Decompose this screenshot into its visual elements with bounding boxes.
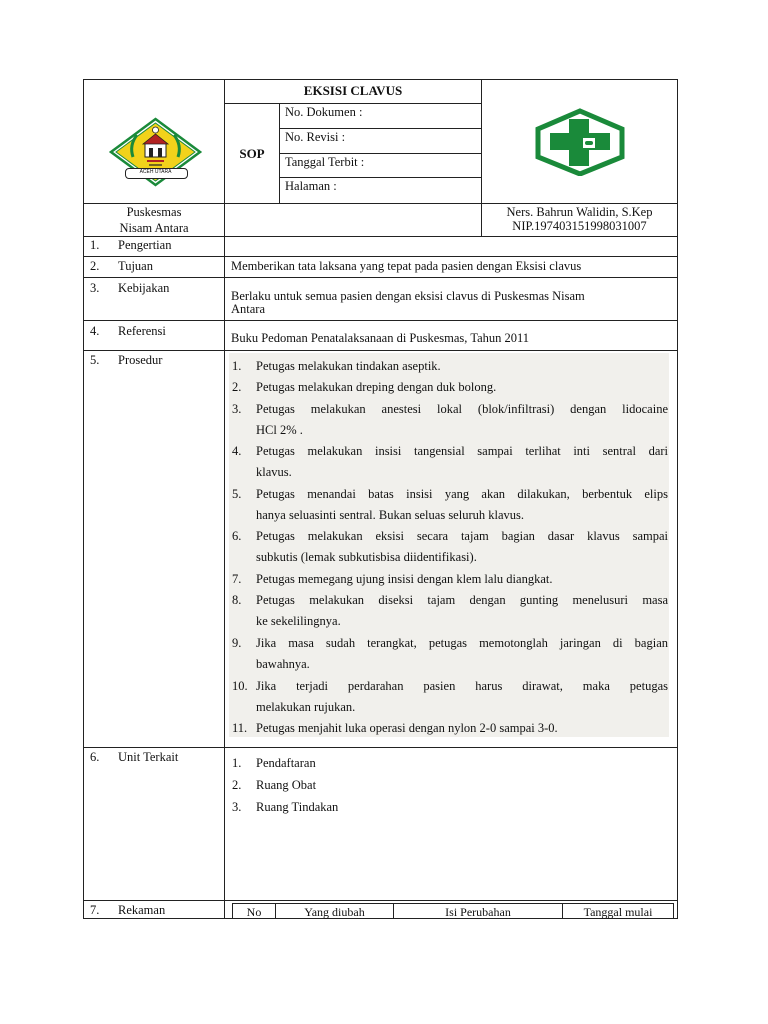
prosedur-step-line: subkutis (lemak subkutisbisa diidentifikasi). — [256, 550, 477, 565]
prosedur-step-number: 4. — [232, 444, 242, 459]
prosedur-step-text — [256, 569, 668, 590]
prosedur-step-text — [256, 718, 668, 739]
prosedur-step-line: klavus. — [256, 465, 292, 480]
unit-item-text: Ruang Tindakan — [256, 800, 339, 814]
rekaman-header-isi-perubahan: Isi Perubahan — [445, 905, 511, 919]
row-2-text: Memberikan tata laksana yang tepat pada pasien dengan Eksisi clavus — [231, 259, 582, 273]
prosedur-step-text — [256, 590, 668, 632]
field-no-revisi: No. Revisi : — [285, 130, 346, 144]
prosedur-step-text — [256, 356, 668, 377]
prosedur-step-number: 5. — [232, 486, 242, 501]
field-halaman: Halaman : — [285, 179, 337, 193]
unit-item-number: 2. — [232, 778, 242, 792]
unit-item-number: 1. — [232, 756, 242, 770]
prosedur-step-text — [256, 377, 668, 398]
prosedur-step-number: 2. — [232, 380, 242, 395]
rekaman-header-yang-diubah: Yang diubah — [304, 905, 365, 919]
prosedur-step-line: Petugas menjahit luka operasi dengan nylon 2-0 sampai 3-0. — [256, 721, 558, 736]
unit-item-text: Ruang Obat — [256, 778, 317, 792]
row-2-num: 2. — [90, 259, 100, 273]
prosedur-step-line: Petugas menandai batas insisi yang akan dilakukan, berbentuk elips — [256, 486, 668, 501]
row-4-text: Buku Pedoman Penatalaksanaan di Puskesmas, Tahun 2011 — [231, 331, 530, 345]
row-3-text-line2: Antara — [231, 302, 266, 316]
row-3-num: 3. — [90, 281, 100, 295]
signer-name: Ners. Bahrun Walidin, S.Kep — [506, 205, 653, 219]
row-2-label: Tujuan — [118, 259, 153, 273]
document-title: EKSISI CLAVUS — [303, 83, 403, 98]
prosedur-step-line: Petugas melakukan anestesi lokal (blok/infiltrasi) dengan lidocaine — [256, 401, 668, 416]
prosedur-step-line: Petugas melakukan eksisi secara tajam bagian dasar klavus sampai — [256, 529, 668, 544]
row-1-label: Pengertian — [118, 238, 172, 252]
prosedur-step-line: Jika terjadi perdarahan pasien harus dirawat, maka petugas — [256, 678, 668, 693]
row-5-num: 5. — [90, 353, 100, 367]
org-name-line1: Puskesmas — [126, 205, 182, 219]
prosedur-step-line: ke sekelilingnya. — [256, 614, 341, 629]
prosedur-step-line: Petugas melakukan insisi tangensial sampai terlihat inti sentral dari — [256, 444, 668, 459]
row-5-label: Prosedur — [118, 353, 163, 367]
prosedur-step-number: 7. — [232, 572, 242, 586]
row-6-label: Unit Terkait — [118, 750, 179, 764]
prosedur-step-text — [256, 526, 668, 568]
prosedur-step-line: Petugas melakukan tindakan aseptik. — [256, 359, 441, 373]
prosedur-step-line: hanya seluasinti sentral. Bukan seluas seluruh klavus. — [256, 507, 524, 522]
prosedur-step-text — [256, 441, 668, 483]
prosedur-step-number: 9. — [232, 635, 242, 650]
row-4-label: Referensi — [118, 324, 166, 338]
prosedur-step-line: Petugas memegang ujung insisi dengan klem lalu diangkat. — [256, 572, 553, 586]
prosedur-step-line: Petugas melakukan diseksi tajam dengan gunting menelusuri masa — [256, 593, 668, 608]
prosedur-step-line: melakukan rujukan. — [256, 699, 356, 714]
unit-item-text: Pendaftaran — [256, 756, 316, 770]
prosedur-step-number: 3. — [232, 401, 242, 416]
row-3-label: Kebijakan — [118, 281, 170, 295]
prosedur-step-number: 8. — [232, 593, 242, 608]
prosedur-step-line: HCl 2% . — [256, 422, 303, 437]
prosedur-step-text — [256, 399, 668, 441]
row-6-num: 6. — [90, 750, 100, 764]
prosedur-step-text — [256, 676, 668, 718]
prosedur-step-number: 6. — [232, 529, 242, 544]
field-tanggal-terbit: Tanggal Terbit : — [285, 155, 365, 169]
prosedur-step-line: Jika masa sudah terangkat, petugas memotonglah jaringan di bagian — [256, 635, 668, 650]
prosedur-step-text — [256, 633, 668, 675]
prosedur-step-line: Petugas melakukan dreping dengan duk bolong. — [256, 380, 497, 395]
sop-label: SOP — [239, 146, 265, 161]
prosedur-step-line: bawahnya. — [256, 656, 310, 671]
row-7-num: 7. — [90, 903, 100, 917]
row-1-num: 1. — [90, 238, 100, 252]
field-no-dokumen: No. Dokumen : — [285, 105, 363, 119]
org-name-line2: Nisam Antara — [119, 221, 189, 235]
emblem-ribbon-label: ACEH UTARA — [139, 169, 172, 175]
rekaman-header-no: No — [246, 905, 262, 919]
prosedur-step-text — [256, 484, 668, 526]
unit-item-number: 3. — [232, 800, 242, 814]
prosedur-step-number: 11. — [232, 721, 248, 736]
puskesmas-logo-icon — [535, 108, 625, 176]
prosedur-steps — [229, 353, 669, 737]
row-7-label: Rekaman — [118, 903, 166, 917]
row-4-num: 4. — [90, 324, 100, 338]
rekaman-header-tanggal-mulai: Tanggal mulai — [583, 905, 653, 919]
prosedur-step-number: 10. — [232, 678, 248, 693]
row-3-text-line1: Berlaku untuk semua pasien dengan eksisi clavus di Puskesmas Nisam — [231, 289, 585, 303]
signer-nip: NIP.197403151998031007 — [512, 219, 647, 233]
prosedur-step-number: 1. — [232, 359, 242, 373]
